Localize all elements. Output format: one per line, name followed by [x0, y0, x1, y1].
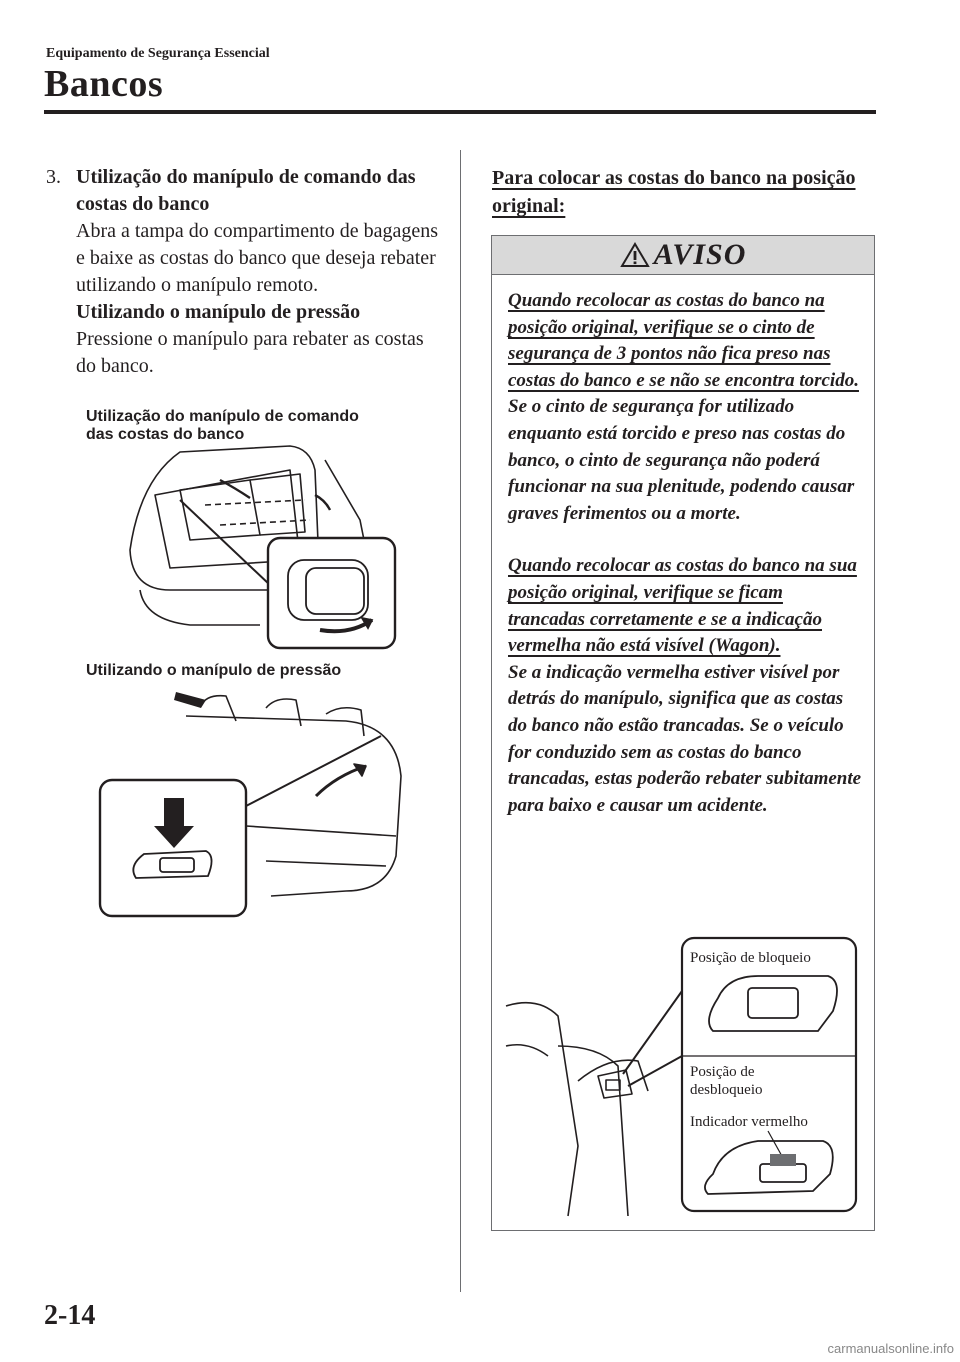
- warning-title: AVISO: [653, 238, 747, 271]
- figure2-label: Utilizando o manípulo de pressão: [86, 662, 342, 679]
- warning-p1-underlined: Quando recolocar as costas do banco na posição original, verifique se o cinto de segurança de 3 pontos não fica preso nas costas do banco e se não se encontra torcido.: [508, 290, 859, 391]
- lock-lever-small: [598, 1070, 632, 1098]
- seat-side-outline: [506, 1003, 578, 1216]
- warning-p2-rest: Se a indicação vermelha estiver visível por detrás do manípulo, significa que as costas do banco não estão trancadas. Se o veículo for conduzido sem as costas do banco trancadas, estas poderão rebater subitamente para baixo e causar um acidente.: [508, 661, 862, 816]
- seatback-top: [578, 1060, 648, 1091]
- unlock-position-label-line1: Posição de: [690, 1064, 755, 1080]
- figure1-label-line1: Utilização do manípulo de comando: [86, 408, 359, 425]
- warning-text: [508, 288, 864, 819]
- seat-cushion-line: [246, 826, 396, 836]
- sub-text: Pressione o manípulo para rebater as costas do banco.: [76, 328, 424, 377]
- bumper: [140, 590, 260, 625]
- figure1-label: [86, 408, 359, 444]
- push-indicator-arrow: [174, 692, 206, 708]
- seat-cushion-line-2: [266, 861, 386, 866]
- warning-header: [492, 236, 874, 275]
- red-indicator-label: Indicador vermelho: [690, 1114, 808, 1130]
- warning-p2-underlined: Quando recolocar as costas do banco na sua posição original, verifique se ficam trancadas corretamente e se a indicação vermelha não está visível (Wagon).: [508, 555, 857, 657]
- warning-triangle-icon: [620, 242, 650, 268]
- unlock-position-label-line2: desbloqueio: [690, 1082, 763, 1098]
- lock-lever-small-button: [606, 1080, 620, 1090]
- step-title: Utilização do manípulo de comando das costas do banco: [76, 166, 416, 215]
- column-divider: [460, 150, 461, 1292]
- figure3-lock-illustration: [498, 936, 870, 1226]
- watermark: carmanualsonline.info: [827, 1341, 954, 1356]
- section-heading: [492, 164, 872, 220]
- header-rule: [44, 110, 876, 114]
- seat-side-line: [506, 1045, 548, 1056]
- red-indicator-mark: [770, 1154, 796, 1166]
- figure2-seat-illustration: [96, 686, 412, 918]
- headrest-3: [326, 708, 364, 736]
- step-number: 3.: [46, 166, 61, 188]
- warning-box: [491, 235, 875, 1231]
- sub-title: Utilizando o manípulo de pressão: [76, 301, 361, 323]
- page-number: 2-14: [44, 1300, 96, 1331]
- step-text: Abra a tampa do compartimento de bagagens e baixe as costas do banco que deseja rebater utilizando o manípulo remoto.: [76, 220, 439, 296]
- warning-p1-rest: Se o cinto de segurança for utilizado enquanto está torcido e preso nas costas do banco, o cinto de segurança não poderá funcionar na sua plenitude, podendo causar graves ferimentos ou a morte.: [508, 396, 855, 524]
- step-3: [46, 164, 446, 380]
- page-title: Bancos: [44, 63, 164, 105]
- figure1-label-line2: das costas do banco: [86, 426, 245, 443]
- section-label: Equipamento de Segurança Essencial: [46, 46, 270, 61]
- lock-position-label: Posição de bloqueio: [690, 950, 811, 966]
- headrest-2: [266, 699, 301, 726]
- section-heading-text: Para colocar as costas do banco na posição original:: [492, 167, 856, 217]
- figure1-cargo-illustration: [110, 440, 410, 650]
